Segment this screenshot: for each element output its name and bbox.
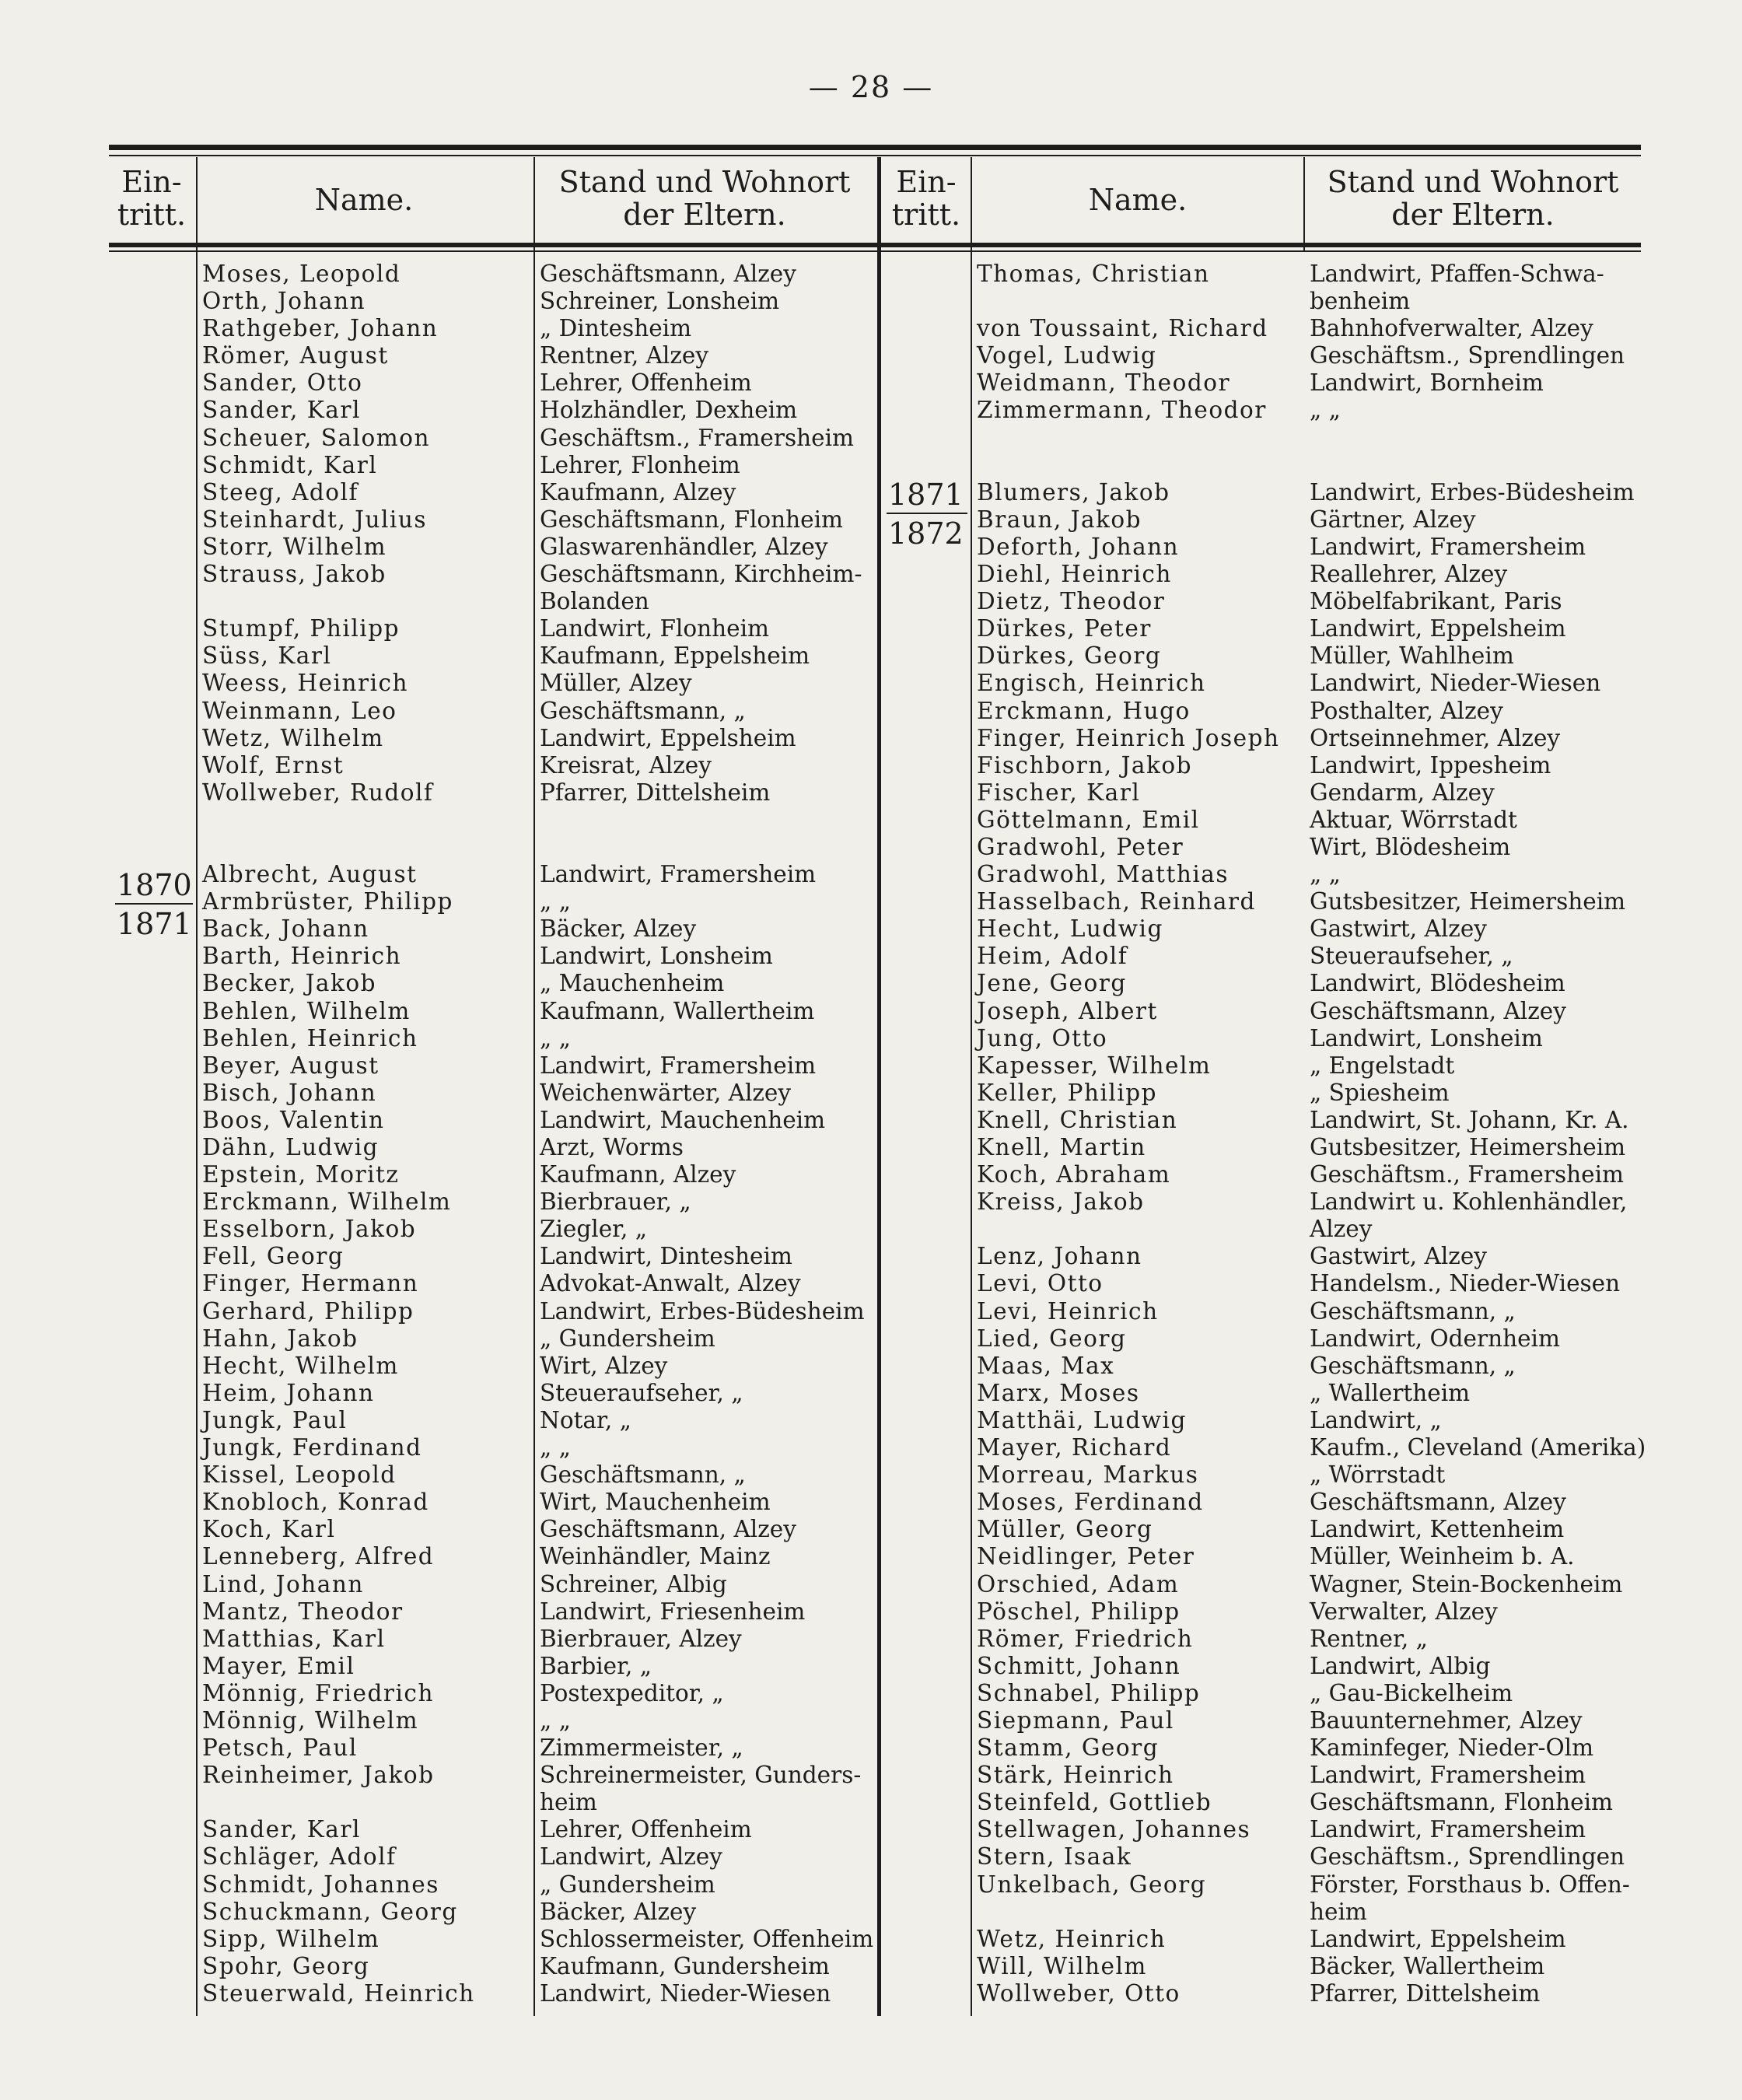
left-parents-cell: „ Mauchenheim [540,970,725,997]
left-name-cell: Sipp, Wilhelm [202,1925,380,1952]
right-name-cell: Weidmann, Theodor [977,369,1231,397]
left-parents-cell: Notar, „ [540,1406,631,1433]
left-parents-cell: Lehrer, Flonheim [540,451,740,478]
right-parents-cell: Landwirt, Framersheim [1310,533,1586,560]
left-name-cell: Schmidt, Karl [202,451,378,478]
right-name-cell: Marx, Moses [977,1379,1140,1406]
right-name-cell: Gradwohl, Matthias [977,861,1230,888]
right-name-cell: Lenz, Johann [977,1243,1142,1270]
right-parents-cell: Gärtner, Alzey [1310,506,1476,533]
right-parents-cell: Landwirt, Eppelsheim [1310,1925,1566,1952]
left-name-cell: Stumpf, Philipp [202,615,400,642]
right-name-cell: Müller, Georg [977,1516,1153,1543]
left-name-cell: Armbrüster, Philipp [202,888,453,915]
left-parents-cell: Bäcker, Alzey [540,915,697,943]
left-parents-cell: Schlossermeister, Offenheim [540,1925,874,1952]
left-name-cell: Becker, Jakob [202,970,377,997]
right-name-cell: Morreau, Markus [977,1461,1199,1489]
left-name-cell: Sander, Karl [202,397,361,424]
left-name-cell: Matthias, Karl [202,1625,386,1652]
left-name-cell: Hahn, Jakob [202,1325,359,1352]
right-parents-cell: „ Wörrstadt [1310,1461,1446,1489]
right-parents-cell: Gendarm, Alzey [1310,779,1495,806]
year-label: 1871 [117,907,192,941]
left-parents-cell: Landwirt, Dintesheim [540,1243,792,1270]
right-parents-cell: Alzey [1310,1216,1373,1243]
top-rule-thin [109,155,1641,156]
right-parents-cell: Landwirt, Framersheim [1310,1762,1586,1789]
left-name-cell: Boos, Valentin [202,1106,385,1133]
left-names-column [202,261,529,2007]
right-name-cell: Deforth, Johann [977,533,1180,560]
left-parents-cell: Advokat-Anwalt, Alzey [540,1270,801,1297]
right-name-cell: Erckmann, Hugo [977,697,1191,724]
right-name-cell: Jung, Otto [977,1024,1108,1052]
right-name-cell: Schmitt, Johann [977,1652,1181,1679]
left-parents-cell: Wirt, Mauchenheim [540,1489,771,1516]
left-parents-cell: Weinhändler, Mainz [540,1543,771,1570]
right-parents-cell: „ Wallertheim [1310,1379,1471,1406]
right-parents-cell: Aktuar, Wörrstadt [1310,806,1517,833]
left-parents-cell: Landwirt, Lonsheim [540,943,773,970]
right-parents-cell: Landwirt u. Kohlenhändler, [1310,1188,1628,1216]
right-name-cell: Fischborn, Jakob [977,751,1192,779]
right-parents-cell: Landwirt, St. Johann, Kr. A. [1310,1106,1629,1133]
right-name-cell: Diehl, Heinrich [977,561,1172,588]
left-parents-cell: Landwirt, Framersheim [540,1052,817,1079]
right-parents-cell: Kaminfeger, Nieder-Olm [1310,1734,1594,1762]
left-parents-cell: Pfarrer, Dittelsheim [540,779,771,806]
right-name-cell: Kapesser, Wilhelm [977,1052,1212,1079]
right-parents-cell: Landwirt, Nieder-Wiesen [1310,670,1601,697]
right-name-cell: Matthäi, Ludwig [977,1406,1187,1433]
left-name-cell: Kissel, Leopold [202,1461,397,1489]
left-name-cell: Sander, Otto [202,369,363,397]
right-name-cell: Siepmann, Paul [977,1706,1174,1734]
year-divider [887,513,967,514]
left-name-cell: Behlen, Wilhelm [202,997,411,1024]
right-parents-cell: „ Gau-Bickelheim [1310,1679,1513,1706]
left-name-cell: Reinheimer, Jakob [202,1762,435,1789]
right-name-cell: Stamm, Georg [977,1734,1160,1762]
right-name-cell: Steinfeld, Gottlieb [977,1789,1212,1816]
left-name-cell: Weess, Heinrich [202,670,409,697]
right-parents-cell: Gutsbesitzer, Heimersheim [1310,1134,1626,1160]
right-name-cell: Stärk, Heinrich [977,1762,1174,1789]
left-parents-cell: Kreisrat, Alzey [540,751,712,779]
left-name-cell: Beyer, August [202,1052,380,1079]
left-name-cell: Heim, Johann [202,1379,375,1406]
left-name-cell: Dähn, Ludwig [202,1134,380,1160]
left-name-cell: Moses, Leopold [202,261,401,287]
right-name-cell: Hecht, Ludwig [977,915,1163,943]
left-name-cell: Koch, Karl [202,1516,336,1543]
right-name-cell: Koch, Abraham [977,1161,1171,1188]
left-name-cell: Süss, Karl [202,642,332,670]
right-parents-cell: Rentner, „ [1310,1625,1428,1652]
left-name-cell: Römer, August [202,342,389,369]
left-parents-cell: Geschäftsmann, „ [540,697,746,724]
left-name-cell: Steuerwald, Heinrich [202,1979,475,2007]
left-parents-cell: Rentner, Alzey [540,342,709,369]
right-parents-cell: Ortseinnehmer, Alzey [1310,724,1561,751]
left-name-cell: Barth, Heinrich [202,943,402,970]
right-name-cell: Will, Wilhelm [977,1952,1147,1979]
left-parents-cell: Kaufmann, Eppelsheim [540,642,810,670]
right-name-cell: Levi, Heinrich [977,1297,1159,1325]
right-parents-cell: Müller, Wahlheim [1310,642,1514,670]
right-parents-cell: Landwirt, Blödesheim [1310,970,1565,997]
right-parents-cell: Posthalter, Alzey [1310,697,1503,724]
right-parents-cell: Landwirt, Erbes-Büdesheim [1310,478,1635,506]
right-name-cell: Orschied, Adam [977,1570,1180,1598]
left-parents-cell: Geschäftsmann, Kirchheim- [540,561,862,588]
right-name-cell: Maas, Max [977,1352,1115,1379]
left-name-cell: Jungk, Ferdinand [202,1434,422,1461]
right-name-cell: Lied, Georg [977,1325,1127,1352]
left-name-cell: Schuckmann, Georg [202,1898,458,1925]
right-names-column [977,261,1300,2007]
right-parents-cell: „ Spiesheim [1310,1079,1450,1106]
left-name-cell: Sander, Karl [202,1816,361,1843]
left-name-cell [202,834,529,861]
right-parents-cell: Geschäftsm., Framersheim [1310,1161,1624,1188]
left-name-cell: Behlen, Heinrich [202,1024,418,1052]
left-name-cell: Bisch, Johann [202,1079,377,1106]
right-name-cell: Neidlinger, Peter [977,1543,1195,1570]
left-parents-column [540,261,874,2007]
left-name-cell: Orth, Johann [202,288,366,315]
year-label: 1870 [117,868,192,902]
year-label: 1871 [888,478,964,512]
right-parents-column [1310,261,1646,2007]
left-name-cell: Back, Johann [202,915,369,943]
left-parents-cell: Landwirt, Friesenheim [540,1598,806,1625]
right-name-cell: Dürkes, Georg [977,642,1162,670]
col-divider-3 [971,157,972,2016]
left-parents-cell: Landwirt, Eppelsheim [540,724,796,751]
left-parents-cell: Geschäftsmann, Alzey [540,261,796,287]
left-parents-cell: Glaswarenhändler, Alzey [540,533,828,560]
left-name-cell: Mayer, Emil [202,1652,355,1679]
right-name-cell: Hasselbach, Reinhard [977,888,1256,915]
right-parents-cell: Steueraufseher, „ [1310,943,1513,970]
right-parents-cell: Förster, Forsthaus b. Offen- [1310,1871,1630,1898]
right-name-cell: Unkelbach, Georg [977,1871,1207,1898]
right-parents-cell: Gastwirt, Alzey [1310,915,1487,943]
right-parents-cell [1310,425,1641,452]
right-name-cell: Vogel, Ludwig [977,342,1157,369]
right-parents-cell: Geschäftsm., Sprendlingen [1310,342,1625,369]
right-parents-cell: Gutsbesitzer, Heimersheim [1310,888,1626,915]
left-name-cell [202,807,529,834]
right-name-cell: Moses, Ferdinand [977,1489,1204,1516]
right-parents-cell: Bauunternehmer, Alzey [1310,1706,1583,1734]
right-parents-cell: Landwirt, Kettenheim [1310,1516,1565,1543]
right-name-cell: Stern, Isaak [977,1843,1132,1871]
right-parents-cell: Pfarrer, Dittelsheim [1310,1979,1541,2007]
right-parents-cell: Geschäftsmann, „ [1310,1352,1516,1379]
right-name-cell: Engisch, Heinrich [977,670,1206,697]
header-parents-right: Stand und Wohnort der Eltern. [1327,165,1619,232]
left-parents-cell: heim [540,1789,597,1816]
left-parents-cell: Lehrer, Offenheim [540,369,752,397]
right-parents-cell: Gastwirt, Alzey [1310,1243,1487,1270]
right-name-cell: Keller, Philipp [977,1079,1158,1106]
right-parents-cell: Geschäftsmann, Flonheim [1310,1789,1614,1816]
left-parents-cell: „ Gundersheim [540,1871,715,1898]
right-name-cell: Fischer, Karl [977,779,1141,806]
right-parents-cell: Reallehrer, Alzey [1310,561,1508,588]
left-parents-cell: Weichenwärter, Alzey [540,1079,792,1106]
right-parents-cell: Landwirt, Pfaffen-Schwa- [1310,261,1604,287]
left-name-cell: Petsch, Paul [202,1734,358,1762]
right-name-cell: Finger, Heinrich Joseph [977,724,1280,751]
left-name-cell: Spohr, Georg [202,1952,370,1979]
left-parents-cell: Landwirt, Alzey [540,1843,722,1871]
right-name-cell: Dürkes, Peter [977,615,1152,642]
left-parents-cell: Schreiner, Lonsheim [540,288,780,315]
left-parents-cell: Bolanden [540,588,649,615]
header-entry-left: Ein- tritt. [117,165,187,232]
right-parents-cell: Landwirt, Bornheim [1310,369,1544,397]
left-parents-cell: Landwirt, Flonheim [540,615,769,642]
right-parents-cell: Müller, Weinheim b. A. [1310,1543,1575,1570]
right-parents-cell: Möbelfabrikant, Paris [1310,588,1562,615]
left-parents-cell: Lehrer, Offenheim [540,1816,752,1843]
col-divider-1 [196,157,198,2016]
right-name-cell: Heim, Adolf [977,943,1128,970]
right-parents-cell: Kaufm., Cleveland (Amerika) [1310,1434,1646,1461]
page-number: — 28 — [808,70,934,104]
year-divider [115,903,193,905]
header-name-left: Name. [314,183,414,217]
left-parents-cell: Landwirt, Mauchenheim [540,1106,826,1133]
right-name-cell: Zimmermann, Theodor [977,397,1267,424]
header-entry-right: Ein- tritt. [891,165,961,232]
left-parents-cell: Zimmermeister, „ [540,1734,743,1762]
right-name-cell: Gradwohl, Peter [977,833,1184,860]
left-parents-cell: Holzhändler, Dexheim [540,397,798,424]
right-name-cell: Mayer, Richard [977,1434,1172,1461]
right-name-cell [977,452,1300,479]
right-parents-cell: Wirt, Blödesheim [1310,833,1511,860]
left-parents-cell: Arzt, Worms [540,1134,684,1160]
left-parents-cell: Müller, Alzey [540,670,692,697]
right-parents-cell: „ Engelstadt [1310,1052,1455,1079]
left-name-cell: Lenneberg, Alfred [202,1543,435,1570]
right-parents-cell: Landwirt, Albig [1310,1652,1491,1679]
left-name-cell: Wolf, Ernst [202,751,345,779]
left-name-cell [202,588,529,615]
right-name-cell: Levi, Otto [977,1270,1104,1297]
left-name-cell: Storr, Wilhelm [202,533,387,560]
left-name-cell [202,1789,529,1816]
right-name-cell: Joseph, Albert [977,997,1158,1024]
right-name-cell: Göttelmann, Emil [977,806,1200,833]
left-name-cell: Wetz, Wilhelm [202,724,384,751]
header-rule-thick [109,243,1641,247]
left-name-cell: Erckmann, Wilhelm [202,1188,452,1216]
header-parents-left: Stand und Wohnort der Eltern. [558,165,851,232]
left-name-cell: Schläger, Adolf [202,1843,397,1871]
header-rule-thin [109,250,1641,252]
year-label: 1872 [888,516,964,551]
left-parents-cell [540,807,874,834]
left-parents-cell: „ „ [540,888,571,915]
right-name-cell: Jene, Georg [977,970,1127,997]
left-parents-cell: Kaufmann, Gundersheim [540,1952,830,1979]
right-parents-cell: „ „ [1310,397,1341,424]
left-name-cell: Fell, Georg [202,1243,345,1270]
right-parents-cell: Geschäftsmann, Alzey [1310,997,1566,1024]
right-name-cell [977,1216,1300,1243]
left-parents-cell: Geschäftsm., Framersheim [540,424,854,451]
left-parents-cell: Bäcker, Alzey [540,1898,697,1925]
left-name-cell: Mönnig, Friedrich [202,1679,434,1706]
right-name-cell: Römer, Friedrich [977,1625,1194,1652]
left-parents-cell: Ziegler, „ [540,1216,648,1243]
right-name-cell: Thomas, Christian [977,261,1210,287]
right-name-cell: Knell, Martin [977,1134,1146,1160]
left-name-cell: Mönnig, Wilhelm [202,1706,419,1734]
right-parents-cell: „ „ [1310,861,1341,888]
left-name-cell: Wollweber, Rudolf [202,779,434,806]
right-name-cell: Blumers, Jakob [977,478,1170,506]
right-parents-cell: Landwirt, Eppelsheim [1310,615,1566,642]
left-parents-cell: Steueraufseher, „ [540,1379,743,1406]
left-name-cell: Weinmann, Leo [202,697,397,724]
right-parents-cell: Wagner, Stein-Bockenheim [1310,1570,1623,1598]
col-divider-2 [533,157,535,2016]
left-parents-cell: Landwirt, Framersheim [540,861,817,888]
top-rule-thick [109,145,1641,150]
right-name-cell: Kreiss, Jakob [977,1188,1145,1216]
left-parents-cell: Bierbrauer, „ [540,1188,691,1216]
right-name-cell: Wollweber, Otto [977,1979,1181,2007]
left-parents-cell: „ Gundersheim [540,1325,715,1352]
left-name-cell: Scheuer, Salomon [202,424,430,451]
left-name-cell: Albrecht, August [202,861,418,888]
left-parents-cell: „ Dintesheim [540,315,692,342]
right-name-cell [977,1899,1300,1926]
left-parents-cell: Wirt, Alzey [540,1352,668,1379]
right-parents-cell: Landwirt, Lonsheim [1310,1024,1543,1052]
center-divider [877,157,881,2016]
left-name-cell: Gerhard, Philipp [202,1297,415,1325]
left-parents-cell: Bierbrauer, Alzey [540,1625,742,1652]
left-parents-cell: Kaufmann, Alzey [540,1161,736,1188]
right-parents-cell: benheim [1310,288,1411,315]
left-name-cell: Hecht, Wilhelm [202,1352,399,1379]
left-parents-cell: Landwirt, Nieder-Wiesen [540,1979,831,2007]
left-parents-cell: Postexpeditor, „ [540,1679,724,1706]
right-parents-cell: Landwirt, Odernheim [1310,1325,1560,1352]
right-parents-cell: Geschäftsmann, Alzey [1310,1489,1566,1516]
left-parents-cell: Schreinermeister, Gunders- [540,1762,862,1789]
left-name-cell: Strauss, Jakob [202,561,387,588]
right-name-cell: Wetz, Heinrich [977,1925,1167,1952]
left-parents-cell: Geschäftsmann, Flonheim [540,506,844,533]
right-name-cell: Schnabel, Philipp [977,1679,1201,1706]
right-parents-cell: Verwalter, Alzey [1310,1598,1498,1625]
right-parents-cell: Geschäftsmann, „ [1310,1297,1516,1325]
right-parents-cell: heim [1310,1898,1367,1925]
left-name-cell: Mantz, Theodor [202,1598,404,1625]
right-parents-cell: Landwirt, Ippesheim [1310,751,1551,779]
col-divider-4 [1303,157,1305,252]
right-parents-cell: Bäcker, Wallertheim [1310,1952,1545,1979]
left-parents-cell: Schreiner, Albig [540,1570,727,1598]
left-name-cell: Esselborn, Jakob [202,1216,417,1243]
left-name-cell: Steinhardt, Julius [202,506,427,533]
left-parents-cell: „ „ [540,1706,571,1734]
right-parents-cell: Bahnhofverwalter, Alzey [1310,315,1593,342]
left-name-cell: Schmidt, Johannes [202,1871,439,1898]
left-name-cell: Steeg, Adolf [202,478,359,506]
left-parents-cell: Geschäftsmann, Alzey [540,1516,796,1543]
left-name-cell: Jungk, Paul [202,1406,348,1433]
left-name-cell: Knobloch, Konrad [202,1489,429,1516]
left-parents-cell: Kaufmann, Alzey [540,478,736,506]
right-name-cell: Stellwagen, Johannes [977,1816,1251,1843]
right-name-cell: Braun, Jakob [977,506,1142,533]
right-parents-cell [1310,452,1641,479]
right-parents-cell: Landwirt, Framersheim [1310,1816,1586,1843]
right-name-cell: von Toussaint, Richard [977,315,1268,342]
right-name-cell: Dietz, Theodor [977,588,1166,615]
right-name-cell: Knell, Christian [977,1106,1178,1133]
left-name-cell: Lind, Johann [202,1570,364,1598]
left-name-cell: Rathgeber, Johann [202,315,439,342]
left-parents-cell: Geschäftsmann, „ [540,1461,746,1489]
right-name-cell [977,425,1300,452]
left-parents-cell: Kaufmann, Wallertheim [540,997,815,1024]
left-name-cell: Epstein, Moritz [202,1161,400,1188]
right-parents-cell: Geschäftsm., Sprendlingen [1310,1843,1625,1871]
right-parents-cell: Landwirt, „ [1310,1406,1442,1433]
left-parents-cell: Barbier, „ [540,1652,652,1679]
left-parents-cell: „ „ [540,1434,571,1461]
left-name-cell: Finger, Hermann [202,1270,419,1297]
right-parents-cell: Handelsm., Nieder-Wiesen [1310,1270,1621,1297]
left-parents-cell: Landwirt, Erbes-Büdesheim [540,1297,865,1325]
right-name-cell: Pöschel, Philipp [977,1598,1181,1625]
header-name-right: Name. [1088,183,1188,217]
left-parents-cell: „ „ [540,1024,571,1052]
left-parents-cell [540,834,874,861]
right-name-cell [977,288,1300,315]
